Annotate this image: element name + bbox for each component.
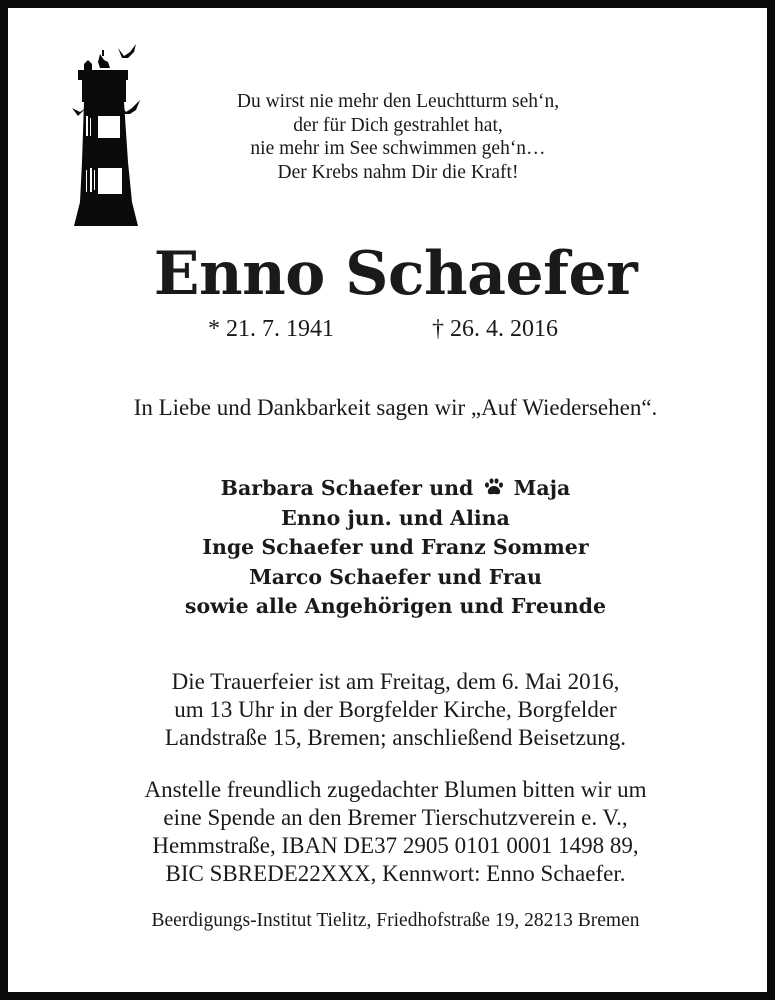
mourner-line: Barbara Schaefer und Maja bbox=[220, 476, 571, 500]
mourner-line: sowie alle Angehörigen und Freunde bbox=[184, 594, 607, 618]
deceased-name: Enno Schaefer bbox=[153, 239, 638, 309]
poem-line: nie mehr im See schwimmen geh‘n… bbox=[250, 138, 546, 159]
mourner-line: Inge Schaefer und Franz Sommer bbox=[202, 535, 589, 559]
donation-request bbox=[8, 776, 775, 888]
mourner-line: Enno jun. und Alina bbox=[281, 505, 510, 530]
ceremony-line: Die Trauerfeier ist am Freitag, dem 6. Mai 2016, bbox=[171, 669, 620, 694]
death-date: † 26. 4. 2016 bbox=[432, 316, 558, 342]
donation-line: Hemmstraße, IBAN DE37 2905 0101 0001 1498 89, bbox=[152, 833, 639, 858]
mourners-list bbox=[8, 474, 775, 622]
poem-verse bbox=[168, 90, 628, 184]
farewell-message: In Liebe und Dankbarkeit sagen wir „Auf Wiedersehen“. bbox=[133, 395, 658, 420]
poem-line: der für Dich gestrahlet hat, bbox=[293, 114, 503, 136]
poem-line: Der Krebs nahm Dir die Kraft! bbox=[277, 161, 519, 183]
ceremony-line: um 13 Uhr in der Borgfelder Kirche, Borgfelder bbox=[174, 697, 617, 722]
birth-date: * 21. 7. 1941 bbox=[208, 316, 334, 342]
donation-line: eine Spende an den Bremer Tierschutzverein e. V., bbox=[163, 805, 628, 830]
paw-print-icon bbox=[484, 478, 504, 496]
poem-line: Du wirst nie mehr den Leuchtturm seh‘n, bbox=[236, 91, 560, 112]
ceremony-line: Landstraße 15, Bremen; anschließend Beisetzung. bbox=[164, 725, 627, 750]
lighthouse-with-seagulls-icon bbox=[70, 42, 148, 230]
donation-line: Anstelle freundlich zugedachter Blumen bitten wir um bbox=[144, 777, 647, 802]
ceremony-details bbox=[8, 668, 775, 752]
funeral-home-info: Beerdigungs-Institut Tielitz, Friedhofstraße 19, 28213 Bremen bbox=[151, 910, 640, 931]
donation-line: BIC SBREDE22XXX, Kennwort: Enno Schaefer. bbox=[165, 861, 626, 886]
mourner-line: Marco Schaefer und Frau bbox=[249, 564, 542, 589]
life-dates bbox=[8, 316, 775, 346]
